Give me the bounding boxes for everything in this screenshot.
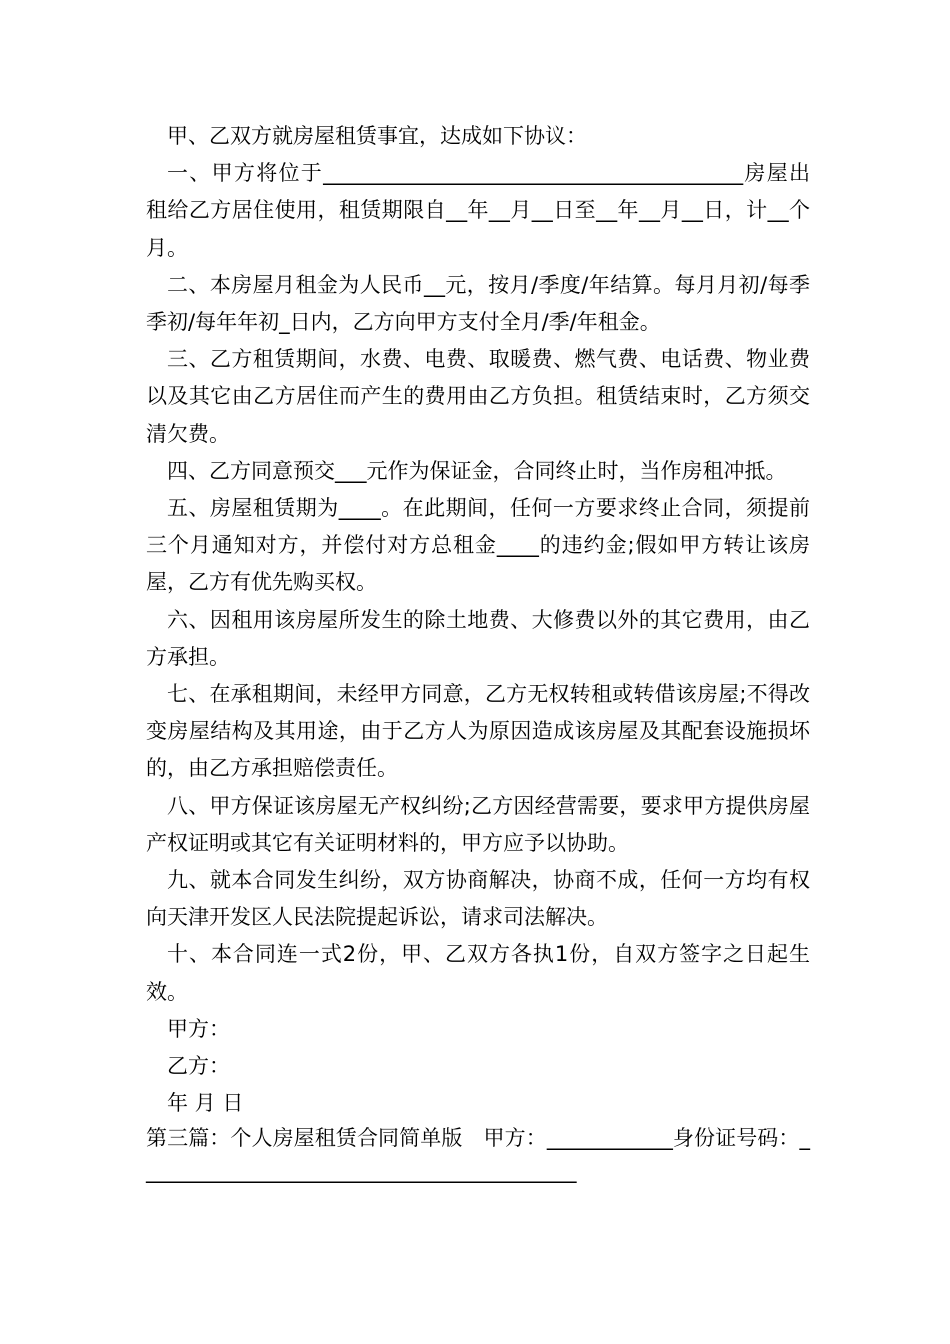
contract-page bbox=[146, 118, 810, 1188]
clause-9: 九、就本合同发生纠纷，双方协商解决，协商不成，任何一方均有权向天津开发区人民法院提起诉讼，请求司法解决。 bbox=[146, 868, 810, 930]
clause-7: 七、在承租期间，未经甲方同意，乙方无权转租或转借该房屋;不得改变房屋结构及其用途，由于乙方人为原因造成该房屋及其配套设施损坏的，由乙方承担赔偿责任。 bbox=[146, 682, 810, 781]
clause-5: 五、房屋租赁期为____。在此期间，任何一方要求终止合同，须提前三个月通知对方，并偿付对方总租金____的违约金;假如甲方转让该房屋，乙方有优先购买权。 bbox=[146, 496, 810, 595]
clause-3: 三、乙方租赁期间，水费、电费、取暖费、燃气费、电话费、物业费以及其它由乙方居住而产生的费用由乙方负担。租赁结束时，乙方须交清欠费。 bbox=[146, 347, 810, 446]
intro-paragraph: 甲、乙双方就房屋租赁事宜，达成如下协议： bbox=[167, 124, 587, 148]
clause-1: 一、甲方将位于________________________________________房屋出租给乙方居住使用，租赁期限自__年__月__日至__年__月__日，计__个月。 bbox=[146, 161, 810, 260]
signature-party-b: 乙方： bbox=[167, 1054, 230, 1079]
signature-date: 年 月 日 bbox=[167, 1091, 244, 1116]
next-section-heading: 第三篇：个人房屋租赁合同简单版 甲方：____________身份证号码：__________________________________________ bbox=[146, 1126, 810, 1184]
signature-party-a: 甲方： bbox=[167, 1016, 230, 1041]
clause-6: 六、因租用该房屋所发生的除土地费、大修费以外的其它费用，由乙方承担。 bbox=[146, 607, 810, 669]
clause-10: 十、本合同连一式2份，甲、乙双方各执1份，自双方签字之日起生效。 bbox=[146, 942, 810, 1004]
clause-4: 四、乙方同意预交___元作为保证金，合同终止时，当作房租冲抵。 bbox=[167, 458, 787, 483]
clause-8: 八、甲方保证该房屋无产权纠纷;乙方因经营需要，要求甲方提供房屋产权证明或其它有关证明材料的，甲方应予以协助。 bbox=[146, 793, 810, 855]
clause-2: 二、本房屋月租金为人民币__元，按月/季度/年结算。每月月初/每季季初/每年年初_日内，乙方向甲方支付全月/季/年租金。 bbox=[146, 272, 810, 335]
